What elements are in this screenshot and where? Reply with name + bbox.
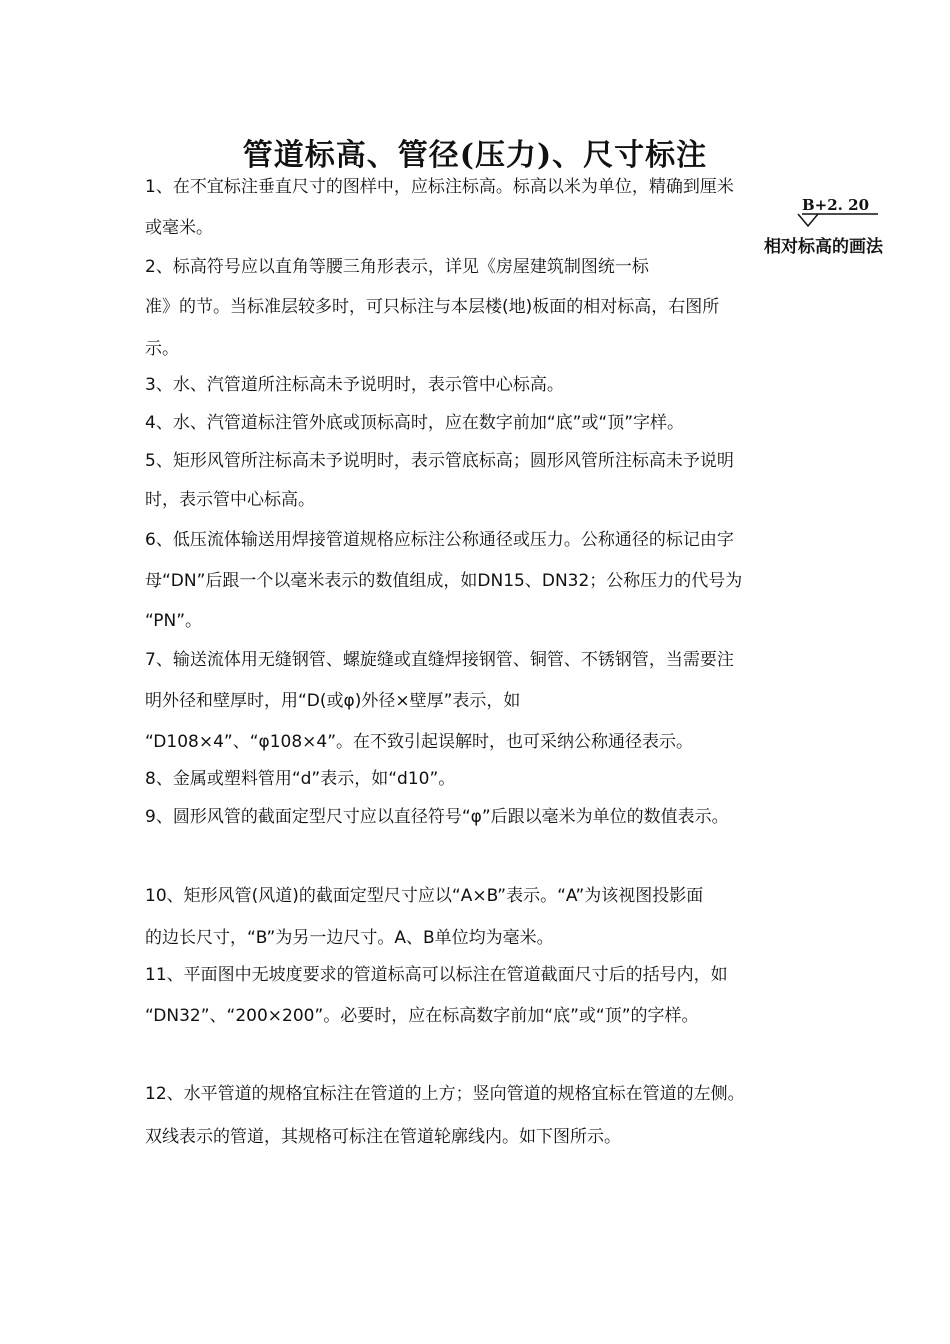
text-line: 时，表示管中心标高。 bbox=[145, 490, 315, 510]
text-line: 双线表示的管道，其规格可标注在管道轮廓线内。如下图所示。 bbox=[145, 1127, 621, 1147]
text-line: 8、金属或塑料管用“d”表示，如“d10”。 bbox=[145, 769, 456, 789]
text-line: 的边长尺寸，“B”为另一边尺寸。A、B单位均为毫米。 bbox=[145, 928, 554, 948]
text-line: 5、矩形风管所注标高未予说明时，表示管底标高；圆形风管所注标高未予说明 bbox=[145, 451, 734, 471]
text-line: 9、圆形风管的截面定型尺寸应以直径符号“φ”后跟以毫米为单位的数值表示。 bbox=[145, 807, 729, 827]
text-line: 准》的节。当标准层较多时，可只标注与本层楼(地)板面的相对标高，右图所 bbox=[145, 297, 720, 317]
text-line: 示。 bbox=[145, 339, 179, 359]
page-title: 管道标高、管径(压力)、尺寸标注 bbox=[242, 138, 708, 173]
text-line: “PN”。 bbox=[145, 611, 203, 631]
elevation-value: B+2. 20 bbox=[802, 196, 870, 214]
elevation-figure-caption: 相对标高的画法 bbox=[764, 237, 883, 257]
text-line: 1、在不宜标注垂直尺寸的图样中，应标注标高。标高以米为单位，精确到厘米 bbox=[145, 177, 734, 197]
text-line: 母“DN”后跟一个以毫米表示的数值组成，如DN15、DN32；公称压力的代号为 bbox=[145, 571, 743, 591]
text-line: 或毫米。 bbox=[145, 218, 213, 238]
relative-elevation-figure bbox=[760, 194, 910, 257]
text-line: 12、水平管道的规格宜标注在管道的上方；竖向管道的规格宜标在管道的左侧。 bbox=[145, 1084, 745, 1104]
text-line: 11、平面图中无坡度要求的管道标高可以标注在管道截面尺寸后的括号内，如 bbox=[145, 965, 728, 985]
text-line: 10、矩形风管(风道)的截面定型尺寸应以“A×B”表示。“A”为该视图投影面 bbox=[145, 886, 704, 906]
text-line: 3、水、汽管道所注标高未予说明时，表示管中心标高。 bbox=[145, 375, 564, 395]
text-line: 2、标高符号应以直角等腰三角形表示，详见《房屋建筑制图统一标 bbox=[145, 257, 649, 277]
text-line: “DN32”、“200×200”。必要时，应在标高数字前加“底”或“顶”的字样。 bbox=[145, 1006, 699, 1026]
elevation-symbol bbox=[760, 194, 910, 234]
text-line: 6、低压流体输送用焊接管道规格应标注公称通径或压力。公称通径的标记由字 bbox=[145, 530, 734, 550]
text-line: 7、输送流体用无缝钢管、螺旋缝或直缝焊接钢管、铜管、不锈钢管，当需要注 bbox=[145, 650, 734, 670]
text-line: 明外径和壁厚时，用“D(或φ)外径×壁厚”表示，如 bbox=[145, 691, 521, 711]
text-line: 4、水、汽管道标注管外底或顶标高时，应在数字前加“底”或“顶”字样。 bbox=[145, 413, 685, 433]
text-line: “D108×4”、“φ108×4”。在不致引起误解时，也可采纳公称通径表示。 bbox=[145, 732, 694, 752]
